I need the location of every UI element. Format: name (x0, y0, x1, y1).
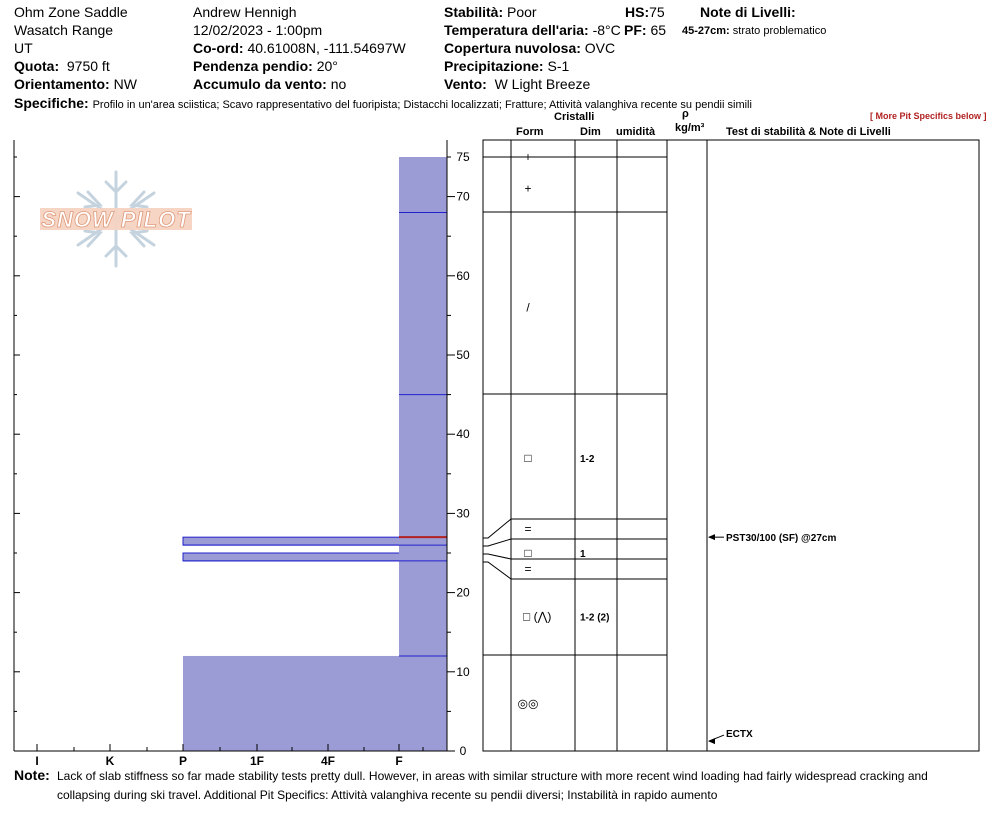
sky-value: OVC (584, 40, 616, 56)
precip-value: S-1 (547, 58, 570, 74)
form-header: Form (516, 126, 544, 138)
aspect-label: Orientamento: (14, 76, 110, 92)
density-symbol: ρ (682, 108, 689, 120)
hs-label: HS: (625, 4, 650, 20)
grain-form-symbol: □ (524, 450, 532, 465)
site-name: Ohm Zone Saddle (14, 4, 128, 20)
depth-tick-label: 20 (456, 585, 470, 600)
tests-header: Test di stabilità & Note di Livelli (726, 126, 891, 138)
aspect-value: NW (113, 76, 137, 92)
specifics-text: Profilo in un'area sciistica; Scavo rappresentativo del fuoripista; Distacchi localizzati; Fratture; Attività valanghiva recente su pendii simili (92, 99, 752, 111)
logo-text: SNOW PILOT (41, 207, 191, 232)
slope-value: 20° (316, 58, 338, 74)
stability-tests (708, 533, 836, 744)
hardness-tick-label: I (35, 754, 39, 768)
moisture-header: umidità (616, 126, 656, 138)
depth-axis (447, 150, 470, 758)
depth-tick-label: 40 (456, 427, 470, 442)
stability-value: Poor (507, 4, 537, 20)
grain-form-symbol: = (524, 522, 532, 537)
grain-form-symbol: = (524, 561, 532, 576)
hardness-tick-label: K (105, 754, 115, 768)
grain-form-symbol: ◎◎ (517, 696, 539, 711)
elevation-value: 9750 ft (66, 58, 110, 74)
layer-note-range: 45-27cm: (682, 25, 730, 37)
coord-label: Co-ord: (193, 40, 244, 56)
hardness-bar (183, 656, 447, 751)
slope-label: Pendenza pendio: (193, 58, 313, 74)
hardness-tick-label: P (178, 754, 188, 768)
wind-loading-label: Accumulo da vento: (193, 76, 327, 92)
note-label: Note: (14, 767, 50, 783)
pf-label: PF: (624, 22, 647, 38)
density-unit: kg/m³ (675, 122, 705, 134)
state-name: UT (14, 40, 33, 56)
grain-form-symbol: □ (524, 546, 532, 560)
grain-form-symbol: / (526, 300, 530, 315)
pf-value: 65 (650, 22, 667, 38)
snowpilot-logo (40, 172, 192, 266)
crystal-table (483, 140, 979, 751)
depth-tick-label: 75 (456, 150, 470, 164)
air-temp-value: -8°C (592, 22, 621, 38)
grain-size: 1-2 (2) (580, 612, 610, 624)
layer-notes-title: Note di Livelli: (700, 4, 796, 20)
grain-size: 1-2 (580, 453, 595, 465)
wind-value: W Light Breeze (494, 76, 591, 92)
table-frame (483, 140, 979, 751)
coord-value: 40.61008N, -111.54697W (247, 40, 406, 56)
note-line-1: Lack of slab stiffness so far made stability tests pretty dull. However, in areas with similar structure with more recent wind loading had fairly widespread cracking and (57, 769, 928, 783)
dim-header: Dim (580, 126, 601, 138)
elevation-label: Quota: (14, 58, 60, 74)
air-temp-label: Temperatura dell'aria: (444, 22, 589, 38)
test-label: PST30/100 (SF) @27cm (726, 533, 837, 545)
grain-size: 1 (580, 549, 586, 560)
wind-label: Vento: (444, 76, 487, 92)
depth-tick-label: 10 (456, 664, 470, 679)
test-pointer-arrow (708, 738, 715, 744)
note-line-2: collapsing during ski travel. Additional Pit Specifics: Attività valanghiva recente su pendii diversi; Instabilità in rapido aumento (57, 788, 718, 802)
test-pointer-arrow (708, 534, 715, 540)
precip-label: Precipitazione: (444, 58, 544, 74)
depth-tick-label: 0 (459, 744, 467, 758)
specifics-label: Specifiche: (14, 95, 89, 111)
range-name: Wasatch Range (14, 22, 114, 38)
more-specifics-link[interactable]: [ More Pit Specifics below ] (870, 111, 987, 121)
grain-form-symbol: □ (⋀) (523, 609, 552, 624)
wind-loading-value: no (330, 76, 347, 92)
hardness-bar (399, 212, 447, 394)
hardness-tick-label: 4F (320, 754, 336, 768)
grain-form-symbol: + (524, 181, 532, 196)
hs-value: 75 (649, 4, 665, 20)
test-label: ECTX (726, 729, 753, 741)
crystals-header: Cristalli (554, 111, 595, 123)
hardness-tick-label: 1F (249, 754, 265, 768)
stability-label: Stabilità: (444, 4, 504, 20)
datetime: 12/02/2023 - 1:00pm (193, 22, 323, 38)
depth-tick-label: 60 (456, 268, 470, 283)
depth-tick-label: 50 (456, 348, 470, 362)
grain-form-symbol: + (524, 150, 532, 164)
hardness-tick-label: F (395, 754, 403, 768)
depth-tick-label: 70 (456, 189, 470, 204)
hardness-bar (399, 157, 447, 212)
layer-note-text: strato problematico (732, 25, 827, 37)
hardness-bar (399, 537, 447, 656)
hardness-bar (399, 395, 447, 538)
depth-tick-label: 30 (456, 506, 470, 521)
sky-label: Copertura nuvolosa: (444, 40, 581, 56)
observer: Andrew Hennigh (193, 4, 297, 20)
